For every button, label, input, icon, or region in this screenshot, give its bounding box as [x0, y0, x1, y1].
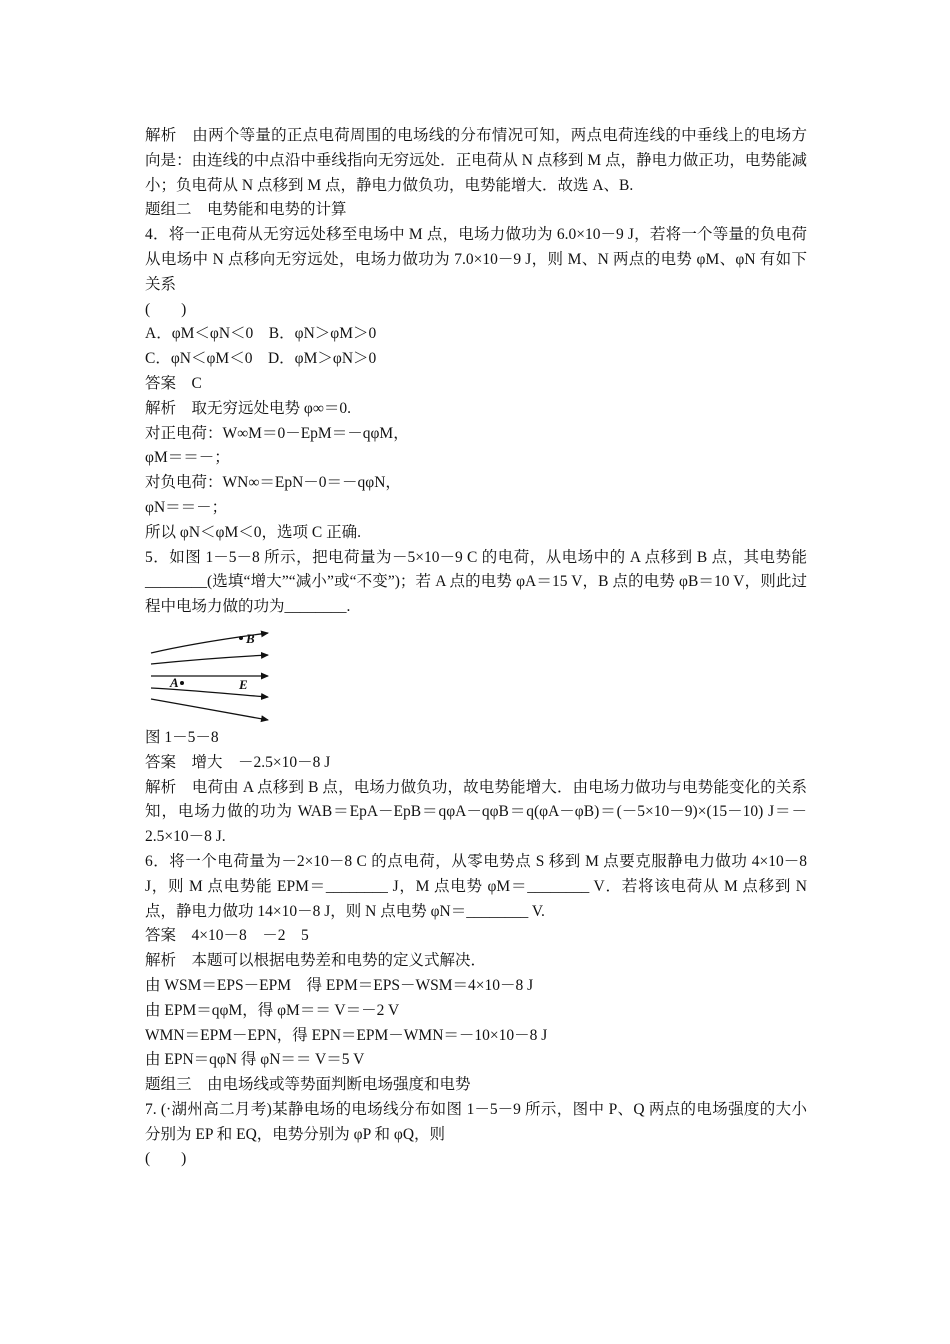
- q6-analysis-line: 由 EPM＝qφM，得 φM＝＝ V＝－2 V: [145, 1001, 400, 1019]
- group2-title: 题组二 电势能和电势的计算: [145, 201, 347, 219]
- q5-figure-caption: 图 1－5－8: [145, 728, 219, 746]
- q4-option-cd: C．φN＜φM＜0 D．φM＞φN＞0: [145, 350, 377, 368]
- q4-option-ab: A．φM＜φN＜0 B．φN＞φM＞0: [145, 325, 377, 343]
- point-b-label: B: [246, 630, 255, 646]
- q4-analysis-line: 解析 取无穷远处电势 φ∞＝0.: [145, 399, 351, 417]
- document-body: [145, 124, 807, 1172]
- q6-analysis-line: 解析 本题可以根据电势差和电势的定义式解决．: [145, 952, 487, 970]
- field-e-label: E: [239, 676, 248, 692]
- field-line: [151, 699, 268, 720]
- q6-analysis-line: 由 WSM＝EPS－EPM 得 EPM＝EPS－WSM＝4×10－8 J: [145, 976, 534, 994]
- field-line: [151, 655, 268, 664]
- group3-title: 题组三 由电场线或等势面判断电场强度和电势: [145, 1076, 471, 1094]
- q4-stem: 4．将一正电荷从无穷远处移至电场中 M 点，电场力做功为 6.0×10－9 J，若将一个等量的负电荷从电场中 N 点移向无穷远处，电场力做功为 7.0×10－9 J，则 M、N 两点的电势 φM、φN 有如下关系: [145, 226, 807, 293]
- q4-analysis-line: φN＝＝－；: [145, 498, 228, 516]
- q6-answer: 答案 4×10－8 －2 5: [145, 927, 309, 945]
- q4-analysis-line: 对正电荷：W∞M＝0－EpM＝－qφM，: [145, 424, 409, 442]
- q6-analysis-line: WMN＝EPM－EPN，得 EPN＝EPM－WMN＝－10×10－8 J: [145, 1026, 548, 1044]
- point-a-dot: [180, 681, 184, 685]
- q4-analysis-line: 对负电荷：WN∞＝EpN－0＝－qφN，: [145, 474, 401, 492]
- field-lines-figure: [145, 624, 275, 724]
- q7-stem: 7. (·湖州高二月考)某静电场的电场线分布如图 1－5－9 所示，图中 P、Q 两点的电场强度的大小分别为 EP 和 EQ，电势分别为 φP 和 φQ，则: [145, 1100, 807, 1143]
- q4-blank: ( ): [145, 300, 187, 318]
- point-a-label: A: [170, 674, 179, 690]
- q5-analysis: 解析 电荷由 A 点移到 B 点，电场力做负功，故电势能增大．由电场力做功与电势能变化的关系知，电场力做的功为 WAB＝EpA－EpB＝qφA－qφB＝q(φA－φB)＝(－5×10－9)×(15－10) J＝－2.5×10－8 J.: [145, 778, 807, 846]
- q6-analysis-line: 由 EPN＝qφN 得 φN＝＝ V＝5 V: [145, 1051, 365, 1069]
- q7-blank: ( ): [145, 1150, 187, 1168]
- prev-analysis: 解析 由两个等量的正点电荷周围的电场线的分布情况可知，两点电荷连线的中垂线上的电场方向是：由连线的中点沿中垂线指向无穷远处．正电荷从 N 点移到 M 点，静电力做正功，电势能减小；负电荷从 N 点移到 M 点，静电力做负功，电势能增大．故选 A、B.: [145, 127, 807, 194]
- q5-answer: 答案 增大 －2.5×10－8 J: [145, 753, 331, 771]
- point-b-dot: [239, 636, 243, 640]
- q6-stem: 6．将一个电荷量为－2×10－8 C 的点电荷，从零电势点 S 移到 M 点要克服静电力做功 4×10－8 J，则 M 点电势能 EPM＝________ J，M 点电势 φM＝________ V．若将该电荷从 M 点移到 N 点，静电力做功 14×10－8 J，则 N 点电势 φN＝________ V.: [145, 852, 807, 920]
- q5-stem: 5．如图 1－5－8 所示，把电荷量为－5×10－9 C 的电荷，从电场中的 A 点移到 B 点，其电势能________(选填“增大”“减小”或“不变”)；若 A 点的电势 φA＝15 V，B 点的电势 φB＝10 V，则此过程中电场力做的功为________.: [145, 548, 807, 616]
- q4-analysis-line: 所以 φN＜φM＜0，选项 C 正确.: [145, 523, 361, 541]
- q4-answer: 答案 C: [145, 374, 202, 392]
- field-line: [151, 688, 268, 697]
- q4-analysis-line: φM＝＝－；: [145, 449, 230, 467]
